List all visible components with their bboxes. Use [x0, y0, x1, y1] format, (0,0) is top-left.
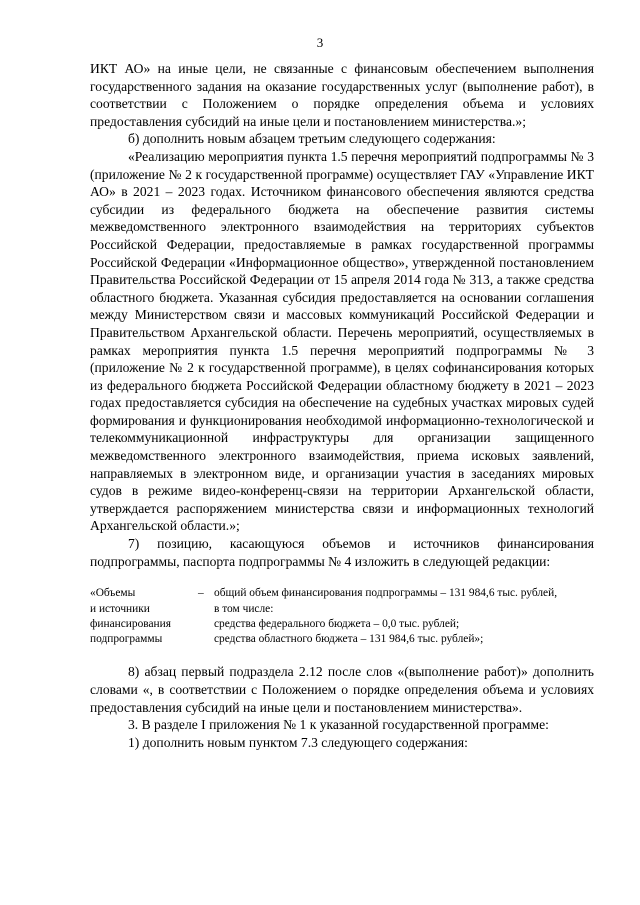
document-body — [90, 60, 594, 751]
funding-label-line: подпрограммы — [90, 633, 163, 646]
funding-label-line: и источники — [90, 602, 150, 615]
paragraph-quote: «Реализацию мероприятия пункта 1.5 перечня мероприятий подпрограммы № 3 (приложение № 2 к государственной программе) осуществляет ГАУ «Управление ИКТ АО» в 2021 – 2023 годах. Источником финансового обеспечения являются средства субсидии из федерального бюджета на обеспечение развития системы межведомственного электронного взаимодействия на территориях субъектов Российской Федерации, предоставляемые в рамках государственной программы Российской Федерации «Информационное общество», утвержденной постановлением Правительства Российской Федерации от 15 апреля 2014 года № 313, а также средства областного бюджета. Указанная субсидия предоставляется на основании соглашения между Министерством связи и массовых коммуникаций Российской Федерации и Правительством Архангельской области. Перечень мероприятий, осуществляемых в рамках мероприятия пункта 1.5 перечня мероприятий подпрограммы № 3 (приложение № 2 к государственной программе), в целях софинансирования которых из федерального бюджета Российской Федерации областному бюджету в 2021 – 2023 годах предоставляется субсидия на обеспечение на судебных участках мировых судей формирования и функционирования необходимой информационно-технологической и телекоммуникационной инфраструктуры для организации защищенного межведомственного электронного взаимодействия, приема исковых заявлений, направляемых в электронном виде, и организации участия в заседаниях мировых судов в режиме видео-конференц-связи на территории Архангельской области, утверждается распоряжением министерства связи и информационных технологий Архангельской области.»; — [90, 148, 594, 534]
funding-text — [214, 586, 594, 647]
funding-text-line: средства областного бюджета – 131 984,6 тыс. рублей»; — [214, 633, 484, 646]
paragraph-b: б) дополнить новым абзацем третьим следующего содержания: — [128, 131, 496, 147]
funding-label — [90, 586, 198, 647]
paragraph-8: 8) абзац первый подраздела 2.12 после слов «(выполнение работ)» дополнить словами «, в соответствии с Положением о порядке определения объема и условиях предоставления субсидий на иные цели и постановлением министерства». — [90, 664, 594, 715]
funding-label-line: финансирования — [90, 617, 171, 630]
paragraph-section-3: 3. В разделе I приложения № 1 к указанной государственной программе: — [128, 717, 549, 733]
funding-label-line: «Объемы — [90, 587, 136, 600]
paragraph-7: 7) позицию, касающуюся объемов и источников финансирования подпрограммы, паспорта подпрограммы № 4 изложить в следующей редакции: — [90, 536, 594, 569]
paragraph-continuation: ИКТ АО» на иные цели, не связанные с финансовым обеспечением выполнения государственного задания на оказание государственных услуг (выполнение работ), в соответствии с Положением о порядке определения объема и условиях предоставления субсидий на иные цели и постановлением министерства.»; — [90, 61, 594, 129]
funding-text-line: в том числе: — [214, 602, 274, 615]
funding-table — [90, 586, 594, 647]
funding-text-line: средства федерального бюджета – 0,0 тыс. рублей; — [214, 617, 460, 630]
paragraph-item-1: 1) дополнить новым пунктом 7.3 следующего содержания: — [128, 734, 468, 750]
funding-text-line: общий объем финансирования подпрограммы – 131 984,6 тыс. рублей, — [214, 587, 558, 600]
page-number: 3 — [316, 35, 324, 50]
funding-dash: – — [198, 587, 204, 600]
